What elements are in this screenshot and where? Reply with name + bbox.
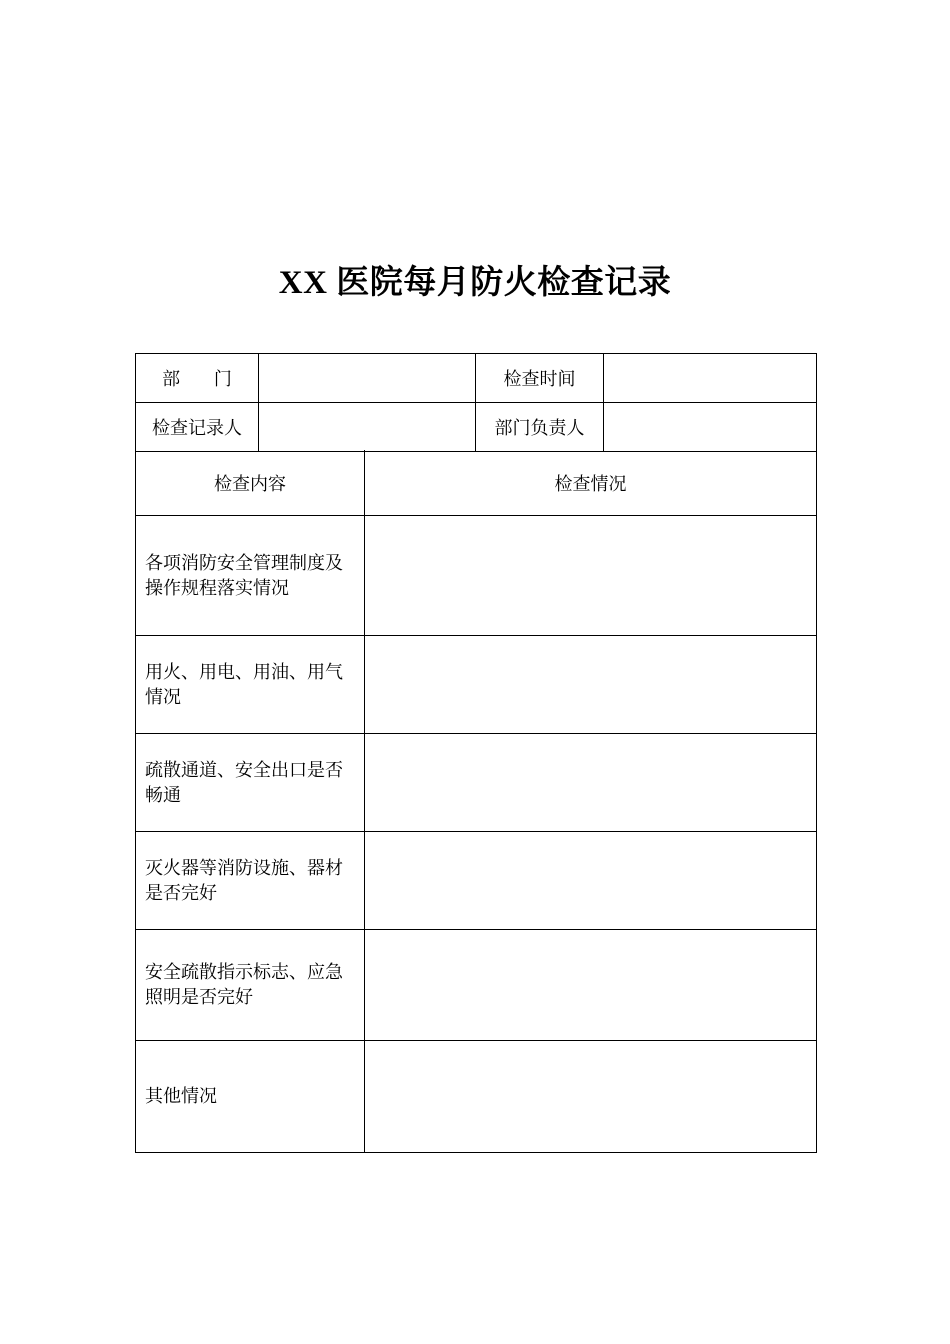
inspection-header-row [136,450,817,516]
header-info-table [135,353,817,452]
inspection-table [135,450,817,1153]
header-row-2 [136,403,817,452]
inspection-item: 灭火器等消防设施、器材是否完好 [136,832,365,930]
inspection-status-field[interactable] [365,930,817,1041]
inspection-item: 安全疏散指示标志、应急照明是否完好 [136,930,365,1041]
document-title: XX 医院每月防火检查记录 [278,265,672,301]
table-row [136,930,817,1041]
department-label: 部 门 [136,354,259,403]
column-header-content: 检查内容 [136,450,365,516]
header-row-1 [136,354,817,403]
table-row [136,832,817,930]
inspection-status-field[interactable] [365,832,817,930]
recorder-field[interactable] [259,403,476,452]
table-row [136,516,817,636]
inspection-status-field[interactable] [365,636,817,734]
inspection-status-field[interactable] [365,516,817,636]
recorder-label: 检查记录人 [136,403,259,452]
table-row [136,734,817,832]
check-time-field[interactable] [604,354,817,403]
department-field[interactable] [259,354,476,403]
dept-head-label: 部门负责人 [476,403,604,452]
inspection-status-field[interactable] [365,734,817,832]
table-row [136,636,817,734]
dept-head-field[interactable] [604,403,817,452]
column-header-status: 检查情况 [365,450,817,516]
inspection-item: 其他情况 [136,1041,365,1153]
table-row [136,1041,817,1153]
inspection-item: 疏散通道、安全出口是否畅通 [136,734,365,832]
check-time-label: 检查时间 [476,354,604,403]
inspection-status-field[interactable] [365,1041,817,1153]
inspection-item: 各项消防安全管理制度及操作规程落实情况 [136,516,365,636]
inspection-item: 用火、用电、用油、用气情况 [136,636,365,734]
